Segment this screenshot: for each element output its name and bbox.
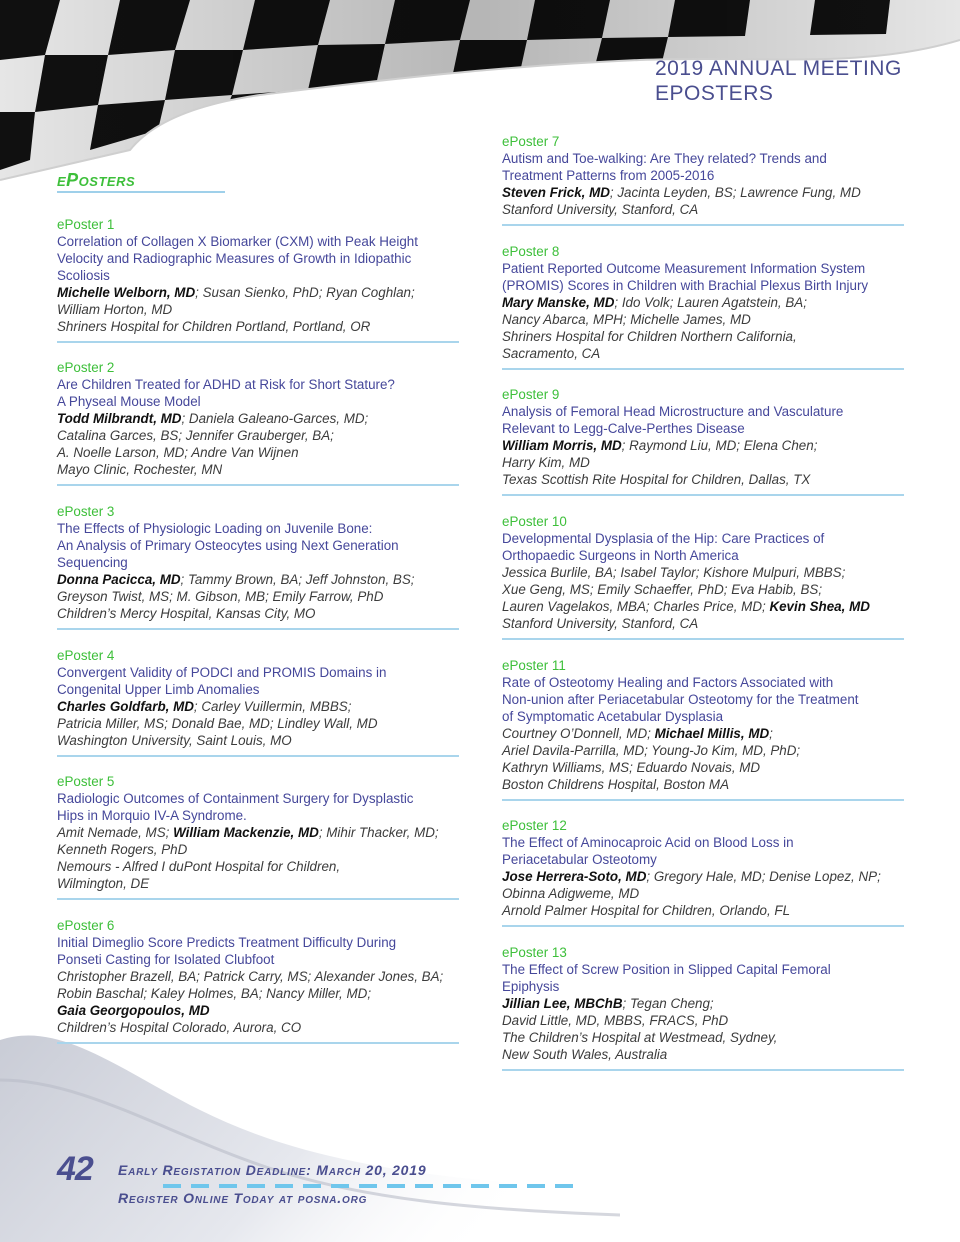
section-heading: ePosters [57,170,136,190]
eposter-presenter: Donna Pacicca, MD [57,572,181,587]
eposter-title-line: The Effect of Screw Position in Slipped Capital Femoral [502,962,831,977]
eposter-entry [57,647,459,757]
page-number: 42 [57,1150,93,1188]
eposter-co-authors: ; Raymond Liu, MD; Elena Chen; [621,438,818,453]
eposter-title [502,834,904,868]
eposter-co-authors: ; Ido Volk; Lauren Agatstein, BA; [614,295,807,310]
eposter-entry [502,386,904,496]
eposter-divider [57,341,459,343]
eposter-title-line: (PROMIS) Scores in Children with Brachial Plexus Birth Injury [502,278,869,293]
eposter-number: ePoster 1 [57,217,115,232]
eposter-title-line: Rate of Osteotomy Healing and Factors Associated with [502,675,834,690]
eposter-institution: Mayo Clinic, Rochester, MN [57,462,223,477]
eposter-title-line: Velocity and Radiographic Measures of Growth in Idiopathic [57,251,412,266]
eposter-number: ePoster 12 [502,818,567,833]
eposter-title [57,790,459,824]
eposter-title-line: Hips in Morquio IV-A Syndrome. [57,808,247,823]
eposter-entry [502,513,904,640]
eposter-authors-line: Ariel Davila-Parrilla, MD; Young-Jo Kim, MD, PhD; [502,743,801,758]
eposter-co-authors: ; [769,726,773,741]
eposter-presenter: Michelle Welborn, MD [57,285,196,300]
eposter-authors-line: Kathryn Williams, MS; Eduardo Novais, MD [502,760,761,775]
eposter-co-authors: ; Carley Vuillermin, MBBS; [193,699,352,714]
eposter-co-authors: ; Mihir Thacker, MD; [318,825,439,840]
eposter-institution: Wilmington, DE [57,876,150,891]
eposter-presenter: Mary Manske, MD [502,295,615,310]
eposter-presenter: Michael Millis, MD [654,726,770,741]
eposter-title [502,260,904,294]
eposter-title-line: Patient Reported Outcome Measurement Information System [502,261,866,276]
eposter-title-line: Non-union after Periacetabular Osteotomy for the Treatment [502,692,859,707]
eposter-institution: Shriners Hospital for Children Northern California, [502,329,797,344]
eposter-authors-line: Robin Baschal; Kaley Holmes, BA; Nancy Miller, MD; [57,986,372,1001]
eposter-authors [57,698,459,715]
eposter-title [502,530,904,564]
eposter-title-line: of Symptomatic Acetabular Dysplasia [502,709,724,724]
eposter-title-line: The Effects of Physiologic Loading on Juvenile Bone: [57,521,373,536]
eposter-divider [502,494,904,496]
eposter-number: ePoster 7 [502,134,560,149]
eposter-authors [57,284,459,301]
eposter-institution: Washington University, Saint Louis, MO [57,733,292,748]
eposter-entry [57,216,459,343]
eposter-authors [502,598,904,615]
eposter-authors [502,437,904,454]
eposter-title-line: Periacetabular Osteotomy [502,852,657,867]
eposter-authors [502,868,904,885]
eposter-entry [502,133,904,226]
eposter-institution: Sacramento, CA [502,346,601,361]
eposter-title-line: Autism and Toe-walking: Are They related? Trends and [502,151,827,166]
eposter-title-line: An Analysis of Primary Osteocytes using Next Generation [57,538,399,553]
eposter-authors-line: Catalina Garces, BS; Jennifer Grauberger, BA; [57,428,334,443]
eposter-authors-line: Nancy Abarca, MPH; Michelle James, MD [502,312,751,327]
eposter-authors-line: Christopher Brazell, BA; Patrick Carry, MS; Alexander Jones, BA; [57,969,444,984]
header-line-1: 2019 ANNUAL MEETING [655,57,902,80]
eposter-title-line: Treatment Patterns from 2005-2016 [502,168,715,183]
eposter-divider [502,799,904,801]
eposter-title-line: Convergent Validity of PODCI and PROMIS Domains in [57,665,387,680]
eposter-authors [57,410,459,427]
eposter-title [57,233,459,284]
eposter-title-line: A Physeal Mouse Model [57,394,201,409]
eposter-co-authors: ; Tammy Brown, BA; Jeff Johnston, BS; [180,572,415,587]
eposter-authors [57,571,459,588]
eposter-authors [502,294,904,311]
eposter-title-line: Scoliosis [57,268,110,283]
eposter-entry [502,657,904,801]
eposter-co-authors: ; Gregory Hale, MD; Denise Lopez, NP; [646,869,881,884]
page-header [655,56,945,106]
eposter-authors-line: Harry Kim, MD [502,455,590,470]
eposter-authors [57,824,459,841]
eposter-entry [502,817,904,927]
eposter-number: ePoster 4 [57,648,115,663]
eposter-co-authors: ; Jacinta Leyden, BS; Lawrence Fung, MD [609,185,861,200]
eposter-number: ePoster 3 [57,504,115,519]
eposter-divider [57,484,459,486]
eposter-divider [502,368,904,370]
eposter-number: ePoster 8 [502,244,560,259]
eposter-authors-line: Obinna Adigweme, MD [502,886,640,901]
eposter-entry [502,944,904,1071]
eposter-number: ePoster 11 [502,658,566,673]
eposter-divider [57,898,459,900]
eposter-co-authors: Amit Nemade, MS; [57,825,174,840]
eposter-title [57,934,459,968]
eposter-institution: The Children’s Hospital at Westmead, Sydney, [502,1030,778,1045]
eposter-divider [502,1069,904,1071]
eposter-title-line: Orthopaedic Surgeons in North America [502,548,739,563]
section-divider [57,191,225,193]
eposter-authors-line: Kenneth Rogers, PhD [57,842,188,857]
eposter-title [57,520,459,571]
eposter-title-line: Are Children Treated for ADHD at Risk for Short Stature? [57,377,395,392]
eposter-authors-line: Jessica Burlile, BA; Isabel Taylor; Kishore Mulpuri, MBBS; [502,565,846,580]
eposter-entry [57,917,459,1044]
eposter-authors [502,995,904,1012]
eposter-authors-line: David Little, MD, MBBS, FRACS, PhD [502,1013,729,1028]
eposter-title-line: Initial Dimeglio Score Predicts Treatment Difficulty During [57,935,397,950]
eposter-divider [57,1042,459,1044]
eposter-title-line: Relevant to Legg-Calve-Perthes Disease [502,421,745,436]
eposter-institution: Boston Childrens Hospital, Boston MA [502,777,730,792]
eposter-title [502,674,904,725]
eposter-number: ePoster 5 [57,774,115,789]
registration-deadline: Early Registation Deadline: March 20, 2019 [118,1162,427,1178]
eposter-presenter: Todd Milbrandt, MD [57,411,182,426]
eposter-title-line: Ponseti Casting for Isolated Clubfoot [57,952,275,967]
eposter-number: ePoster 10 [502,514,567,529]
eposter-presenter: Gaia Georgopoulos, MD [57,1003,210,1018]
eposter-presenter: William Morris, MD [502,438,622,453]
register-online-link[interactable]: Register Online Today at posna.org [118,1190,368,1206]
eposter-title [57,376,459,410]
eposter-title-line: Developmental Dysplasia of the Hip: Care Practices of [502,531,825,546]
eposter-divider [502,925,904,927]
eposter-institution: Texas Scottish Rite Hospital for Children, Dallas, TX [502,472,811,487]
eposter-co-authors: ; Daniela Galeano-Garces, MD; [181,411,369,426]
eposter-authors-line: A. Noelle Larson, MD; Andre Van Wijnen [57,445,299,460]
eposter-authors-line: Patricia Miller, MS; Donald Bae, MD; Lindley Wall, MD [57,716,378,731]
eposter-entry [57,773,459,900]
eposter-authors [502,725,904,742]
eposter-number: ePoster 9 [502,387,560,402]
eposter-number: ePoster 6 [57,918,115,933]
eposter-divider [502,638,904,640]
eposter-title-line: Sequencing [57,555,128,570]
eposter-title-line: Epiphysis [502,979,560,994]
eposter-title-line: Radiologic Outcomes of Containment Surgery for Dysplastic [57,791,414,806]
eposter-presenter: Jillian Lee, MBChB [502,996,623,1011]
eposter-divider [57,628,459,630]
eposter-co-authors: Courtney O’Donnell, MD; [502,726,655,741]
eposter-entry [502,243,904,370]
eposter-number: ePoster 2 [57,360,115,375]
eposter-co-authors: Lauren Vagelakos, MBA; Charles Price, MD; [502,599,770,614]
eposter-co-authors: ; Susan Sienko, PhD; Ryan Coghlan; [195,285,415,300]
eposter-institution: Nemours - Alfred I duPont Hospital for Children, [57,859,341,874]
eposter-presenter: William Mackenzie, MD [173,825,319,840]
eposter-title [502,403,904,437]
eposter-number: ePoster 13 [502,945,567,960]
eposter-entry [57,359,459,486]
eposter-presenter: Kevin Shea, MD [769,599,870,614]
eposter-entry [57,503,459,630]
eposter-presenter: Jose Herrera-Soto, MD [502,869,647,884]
dashed-divider [163,1184,583,1188]
eposter-divider [57,755,459,757]
header-line-2: EPOSTERS [655,82,774,105]
eposter-title-line: Congenital Upper Limb Anomalies [57,682,260,697]
eposter-title [57,664,459,698]
eposter-authors [502,184,904,201]
eposter-title [502,150,904,184]
eposter-authors-line: William Horton, MD [57,302,173,317]
eposter-divider [502,224,904,226]
eposter-institution: Children’s Hospital Colorado, Aurora, CO [57,1020,302,1035]
eposter-institution: New South Wales, Australia [502,1047,668,1062]
eposter-title [502,961,904,995]
eposter-title-line: The Effect of Aminocaproic Acid on Blood Loss in [502,835,794,850]
eposter-institution: Shriners Hospital for Children Portland, Portland, OR [57,319,371,334]
eposter-presenter: Charles Goldfarb, MD [57,699,194,714]
eposter-authors [57,1002,459,1019]
eposter-presenter: Steven Frick, MD [502,185,610,200]
eposter-institution: Stanford University, Stanford, CA [502,202,699,217]
eposter-co-authors: ; Tegan Cheng; [622,996,714,1011]
eposter-institution: Arnold Palmer Hospital for Children, Orlando, FL [502,903,791,918]
eposter-title-line: Correlation of Collagen X Biomarker (CXM) with Peak Height [57,234,418,249]
eposter-institution: Children’s Mercy Hospital, Kansas City, MO [57,606,316,621]
eposter-authors-line: Xue Geng, MS; Emily Schaeffer, PhD; Eva Habib, BS; [502,582,823,597]
eposter-title-line: Analysis of Femoral Head Microstructure and Vasculature [502,404,844,419]
eposter-institution: Stanford University, Stanford, CA [502,616,699,631]
eposter-authors-line: Greyson Twist, MS; M. Gibson, MB; Emily Farrow, PhD [57,589,384,604]
